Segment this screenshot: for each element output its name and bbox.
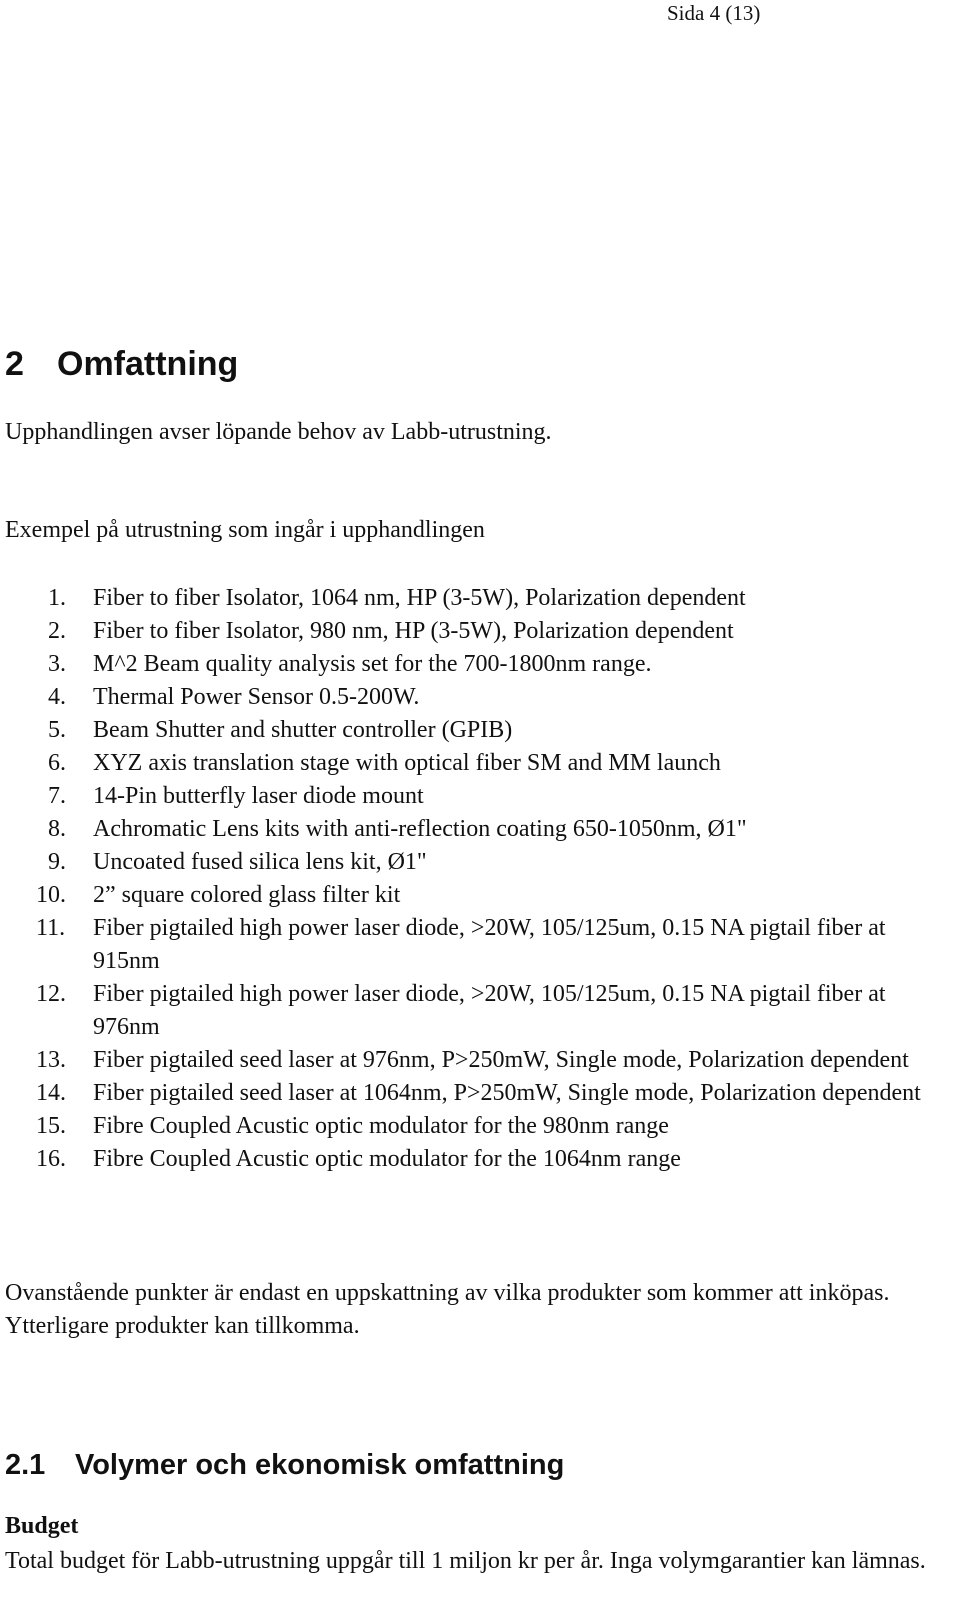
- list-item-text: Fiber pigtailed high power laser diode, >20W, 105/125um, 0.15 NA pigtail fiber at 976nm: [93, 981, 886, 1040]
- list-item: [36, 1077, 953, 1110]
- list-item-number: 6.: [48, 750, 66, 776]
- list-item-text: Fiber pigtailed high power laser diode, >20W, 105/125um, 0.15 NA pigtail fiber at 915nm: [93, 915, 886, 974]
- list-item: [48, 714, 953, 747]
- summary-paragraph: Ovanstående punkter är endast en uppskattning av vilka produkter som kommer att inköpas. Ytterligare produkter kan tillkomma.: [5, 1280, 890, 1339]
- list-item-number: 3.: [48, 651, 66, 677]
- subsection-heading: [5, 1444, 564, 1486]
- list-item-number: 16.: [36, 1146, 66, 1172]
- list-item-text: Fibre Coupled Acustic optic modulator for the 1064nm range: [93, 1146, 681, 1172]
- list-item-text: Fiber pigtailed seed laser at 1064nm, P>250mW, Single mode, Polarization dependent: [93, 1080, 921, 1106]
- list-item-text: M^2 Beam quality analysis set for the 700-1800nm range.: [93, 651, 652, 677]
- list-item-number: 7.: [48, 783, 66, 809]
- list-item: [48, 615, 953, 648]
- list-item: [36, 1110, 953, 1143]
- budget-paragraph: Total budget för Labb-utrustning uppgår till 1 miljon kr per år. Inga volymgarantier kan lämnas.: [5, 1548, 926, 1574]
- list-item: [36, 879, 953, 912]
- subsection-title: Volymer och ekonomisk omfattning: [75, 1449, 565, 1481]
- intro-paragraph: Upphandlingen avser löpande behov av Labb-utrustning.: [5, 419, 552, 445]
- list-item: [48, 681, 953, 714]
- list-item-number: 11.: [36, 915, 66, 941]
- list-item-number: 5.: [48, 717, 66, 743]
- list-item: [36, 1044, 953, 1077]
- list-item-number: 4.: [48, 684, 66, 710]
- list-item-text: 14-Pin butterfly laser diode mount: [93, 783, 424, 809]
- page-number: Sida 4 (13): [667, 1, 761, 25]
- list-item-text: Fiber pigtailed seed laser at 976nm, P>250mW, Single mode, Polarization dependent: [93, 1047, 909, 1073]
- list-item: [36, 912, 953, 978]
- list-item: [48, 813, 953, 846]
- list-item-text: Fiber to fiber Isolator, 980 nm, HP (3-5W), Polarization dependent: [93, 618, 734, 644]
- list-item: [48, 582, 953, 615]
- list-item-number: 15.: [36, 1113, 66, 1139]
- list-item: [36, 1143, 953, 1176]
- list-item-number: 13.: [36, 1047, 66, 1073]
- list-item-text: Thermal Power Sensor 0.5-200W.: [93, 684, 420, 710]
- list-item-number: 2.: [48, 618, 66, 644]
- section-heading: [5, 340, 238, 388]
- list-item-text: Fiber to fiber Isolator, 1064 nm, HP (3-5W), Polarization dependent: [93, 585, 746, 611]
- examples-lead-paragraph: Exempel på utrustning som ingår i upphandlingen: [5, 517, 485, 543]
- budget-label: Budget: [5, 1513, 79, 1539]
- list-item: [48, 747, 953, 780]
- list-item-number: 10.: [36, 882, 66, 908]
- list-item: [48, 648, 953, 681]
- list-item: [36, 978, 953, 1044]
- list-item-number: 9.: [48, 849, 66, 875]
- list-item-text: XYZ axis translation stage with optical fiber SM and MM launch: [93, 750, 721, 776]
- list-item: [48, 846, 953, 879]
- list-item-text: Uncoated fused silica lens kit, Ø1": [93, 849, 427, 875]
- list-item-number: 1.: [48, 585, 66, 611]
- list-item-text: Fibre Coupled Acustic optic modulator for the 980nm range: [93, 1113, 669, 1139]
- equipment-list: [36, 582, 953, 1176]
- section-title: Omfattning: [57, 345, 239, 383]
- list-item-text: 2” square colored glass filter kit: [93, 882, 401, 908]
- list-item-text: Achromatic Lens kits with anti-reflection coating 650-1050nm, Ø1": [93, 816, 747, 842]
- section-number: 2: [5, 345, 24, 383]
- list-item-number: 14.: [36, 1080, 66, 1106]
- list-item-number: 8.: [48, 816, 66, 842]
- list-item-text: Beam Shutter and shutter controller (GPIB): [93, 717, 513, 743]
- list-item-number: 12.: [36, 981, 66, 1007]
- list-item: [48, 780, 953, 813]
- subsection-number: 2.1: [5, 1449, 46, 1481]
